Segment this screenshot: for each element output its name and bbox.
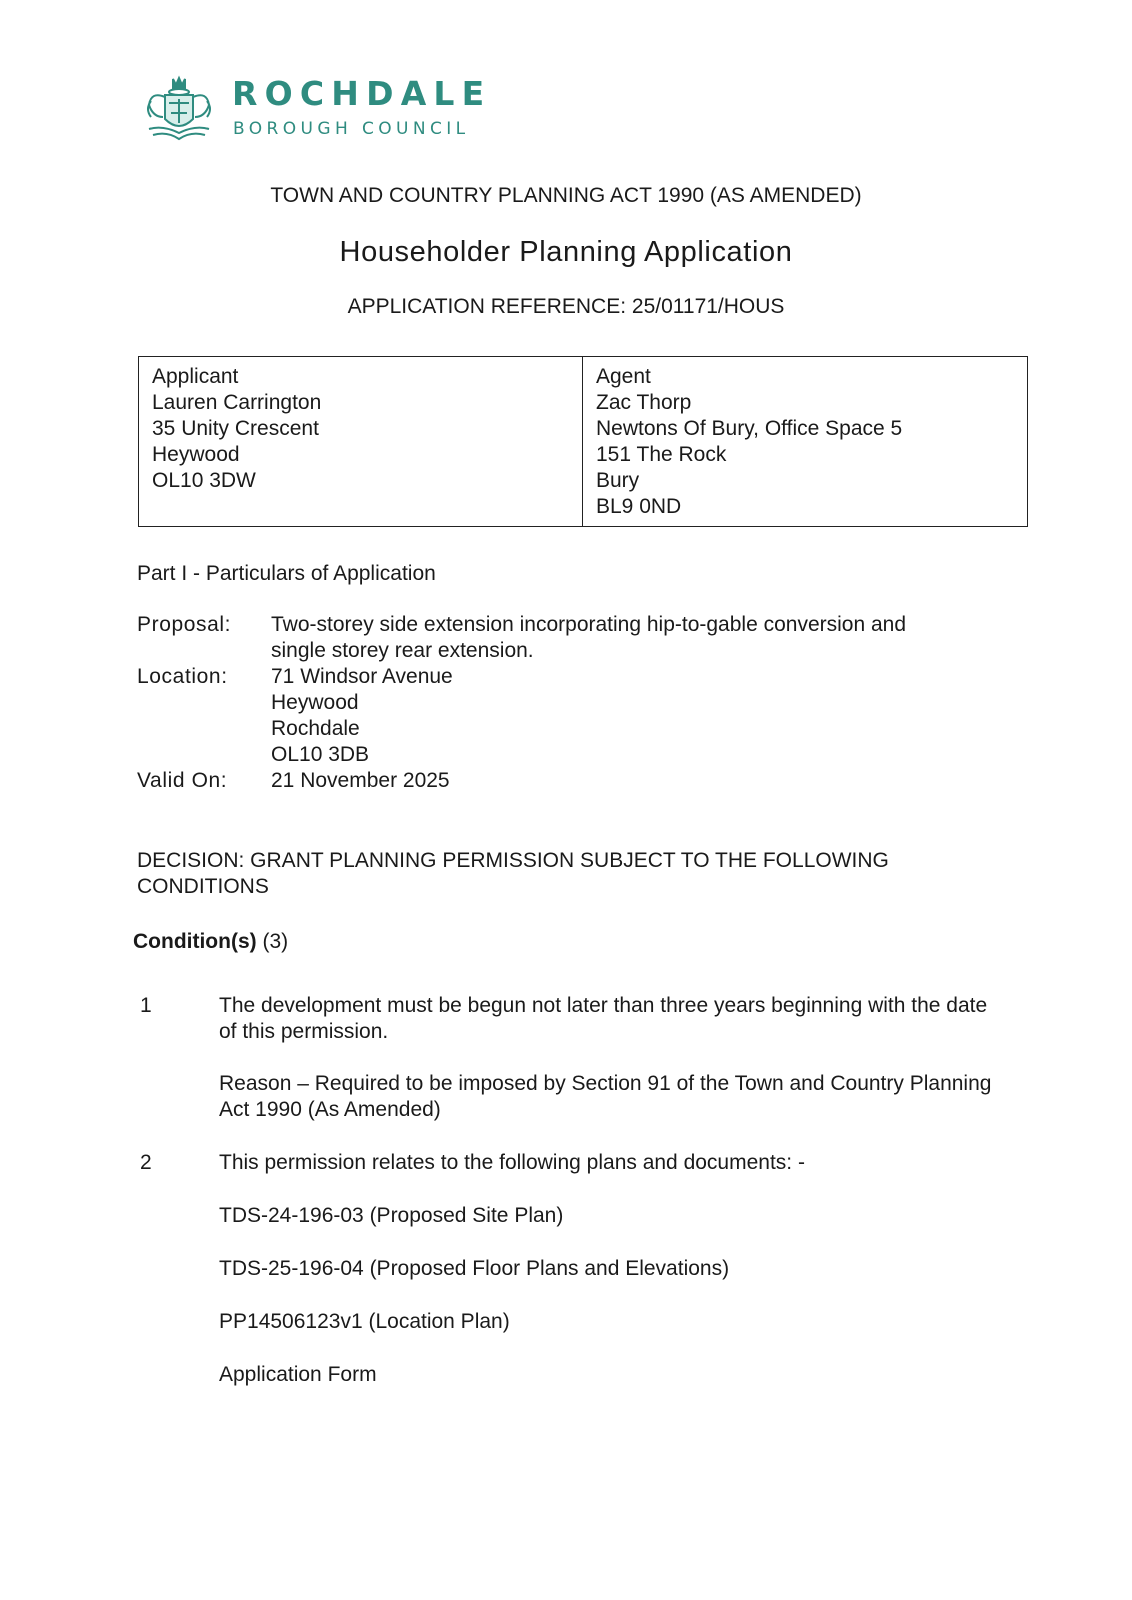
valid-on-date: 21 November 2025 xyxy=(271,769,450,792)
table-divider xyxy=(582,356,583,527)
agent-address-line: 151 The Rock xyxy=(596,443,727,466)
location-line: Rochdale xyxy=(271,717,360,740)
agent-name: Zac Thorp xyxy=(596,391,692,414)
part1-heading: Part I - Particulars of Application xyxy=(137,562,436,585)
agent-postcode: BL9 0ND xyxy=(596,495,682,518)
condition-number: 1 xyxy=(140,994,152,1017)
council-subtitle: BOROUGH COUNCIL xyxy=(233,119,470,139)
applicant-heading: Applicant xyxy=(152,365,239,388)
plan-document: Application Form xyxy=(219,1363,377,1386)
proposal-line: single storey rear extension. xyxy=(271,639,534,662)
conditions-count: (3) xyxy=(262,930,289,953)
condition-text: The development must be begun not later than three years beginning with the date of this permission. xyxy=(219,994,988,1043)
proposal-label: Proposal: xyxy=(137,613,232,636)
plan-document: PP14506123v1 (Location Plan) xyxy=(219,1310,510,1333)
proposal-line: Two-storey side extension incorporating hip-to-gable conversion and xyxy=(271,613,907,636)
act-title: TOWN AND COUNTRY PLANNING ACT 1990 (AS AMENDED) xyxy=(270,184,862,207)
location-line: OL10 3DB xyxy=(271,743,370,766)
applicant-name: Lauren Carrington xyxy=(152,391,322,414)
location-line: 71 Windsor Avenue xyxy=(271,665,453,688)
condition-text: This permission relates to the following plans and documents: - xyxy=(219,1151,805,1174)
applicant-block xyxy=(152,364,321,494)
conditions-heading xyxy=(133,929,288,955)
location-line: Heywood xyxy=(271,691,359,714)
page-title: Householder Planning Application xyxy=(339,236,793,268)
council-name: ROCHDALE xyxy=(232,74,492,113)
agent-block xyxy=(596,364,902,520)
valid-on-label: Valid On: xyxy=(137,769,228,792)
application-reference: APPLICATION REFERENCE: 25/01171/HOUS xyxy=(347,295,785,318)
decision-statement: DECISION: GRANT PLANNING PERMISSION SUBJECT TO THE FOLLOWING CONDITIONS xyxy=(137,849,889,898)
plan-document: TDS-25-196-04 (Proposed Floor Plans and Elevations) xyxy=(219,1257,730,1280)
applicant-address-line: 35 Unity Crescent xyxy=(152,417,319,440)
location-label: Location: xyxy=(137,665,228,688)
condition-number: 2 xyxy=(140,1151,152,1174)
agent-address-line: Newtons Of Bury, Office Space 5 xyxy=(596,417,903,440)
applicant-address-line: Heywood xyxy=(152,443,240,466)
agent-address-line: Bury xyxy=(596,469,640,492)
conditions-heading-label: Condition(s) xyxy=(133,930,257,953)
plan-document: TDS-24-196-03 (Proposed Site Plan) xyxy=(219,1204,564,1227)
condition-reason: Reason – Required to be imposed by Section 91 of the Town and Country Planning Act 1990 (As Amended) xyxy=(219,1072,992,1121)
council-crest-icon xyxy=(143,73,215,145)
applicant-postcode: OL10 3DW xyxy=(152,469,256,492)
agent-heading: Agent xyxy=(596,365,651,388)
